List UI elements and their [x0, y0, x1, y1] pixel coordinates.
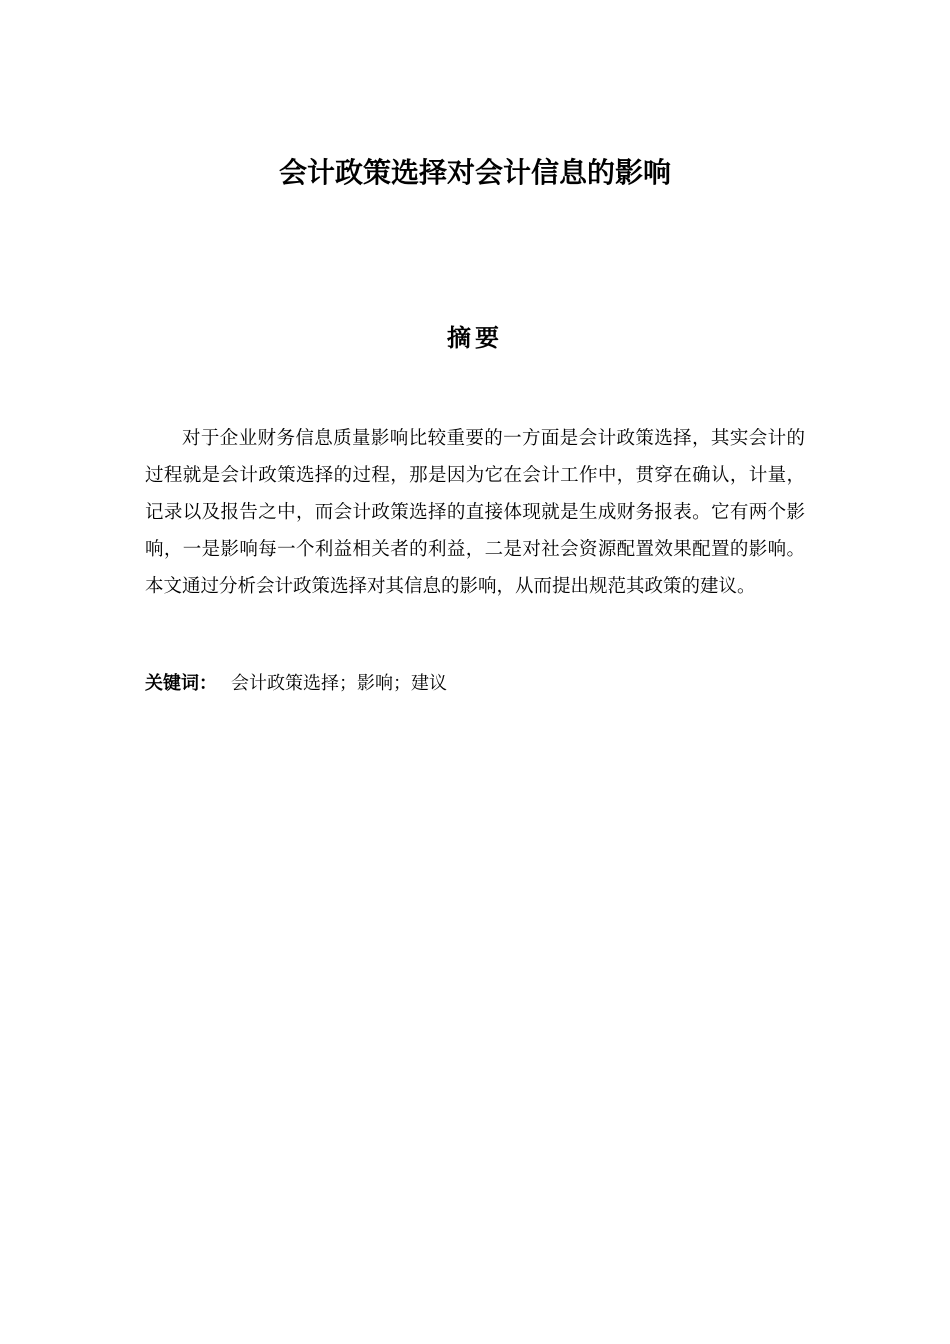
keywords-line	[145, 667, 805, 701]
keywords-label: 关键词：	[145, 673, 217, 694]
document-title: 会计政策选择对会计信息的影响	[278, 156, 671, 189]
keywords-value: 会计政策选择；影响；建议	[231, 673, 447, 694]
abstract-paragraph: 对于企业财务信息质量影响比较重要的一方面是会计政策选择，其实会计的过程就是会计政策选择的过程，那是因为它在会计工作中，贯穿在确认，计量，记录以及报告之中，而会计政策选择的直接体现就是生成财务报表。它有两个影响，一是影响每一个利益相关者的利益，二是对社会资源配置效果配置的影响。本文通过分析会计政策选择对其信息的影响，从而提出规范其政策的建议。	[145, 428, 805, 597]
abstract-heading: 摘要	[447, 323, 503, 352]
